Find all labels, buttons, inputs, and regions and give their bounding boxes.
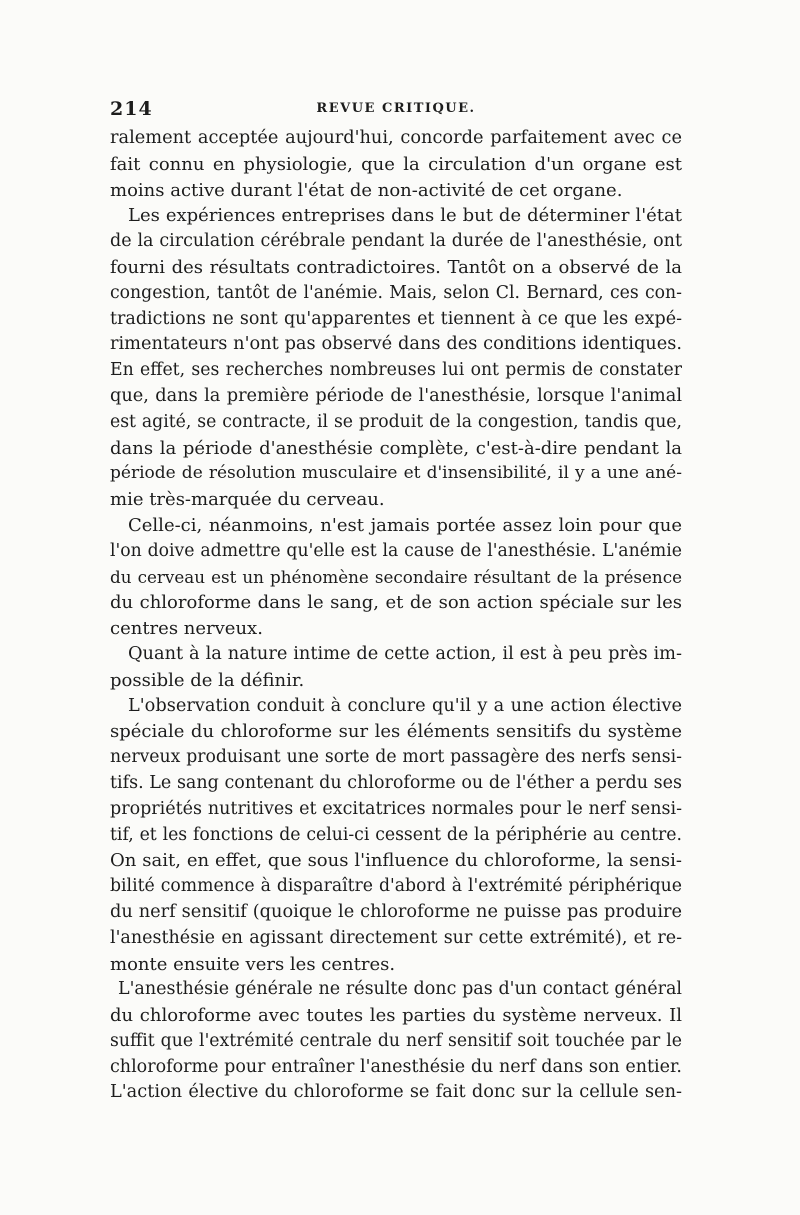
text-line: nerveux produisant une sorte de mort passagère des nerfs sensi-: [110, 747, 682, 768]
text-line: Les expériences entreprises dans le but de déterminer l'état: [128, 205, 682, 227]
text-line: tradictions ne sont qu'apparentes et tiennent à ce que les expé-: [110, 308, 682, 329]
text-line: du chloroforme dans le sang, et de son action spéciale sur les: [110, 592, 682, 614]
text-line: du nerf sensitif (quoique le chloroforme ne puisse pas produire: [110, 901, 682, 922]
text-line: rimentateurs n'ont pas observé dans des conditions identiques.: [110, 334, 682, 355]
text-line: l'anesthésie en agissant directement sur cette extrémité), et re-: [110, 927, 682, 948]
text-line: possible de la définir.: [110, 669, 305, 691]
text-line: tifs. Le sang contenant du chloroforme ou de l'éther a perdu ses: [110, 772, 682, 793]
text-line: bilité commence à disparaître d'abord à l'extrémité périphérique: [110, 876, 682, 897]
text-line: l'on doive admettre qu'elle est la cause de l'anesthésie. L'anémie: [110, 540, 682, 561]
text-line: ralement acceptée aujourd'hui, concorde parfaitement avec ce: [110, 128, 682, 148]
text-line: dans la période d'anesthésie complète, c'est-à-dire pendant la: [110, 437, 682, 459]
text-line: mie très-marquée du cerveau.: [110, 489, 385, 511]
text-line: centres nerveux.: [110, 618, 263, 640]
running-title: REVUE CRITIQUE.: [316, 101, 476, 116]
text-line: du chloroforme avec toutes les parties du système nerveux. Il: [110, 1005, 682, 1027]
text-line: propriétés nutritives et excitatrices normales pour le nerf sensi-: [110, 798, 682, 819]
text-line: L'observation conduit à conclure qu'il y a une action élective: [128, 695, 682, 716]
text-line: de la circulation cérébrale pendant la durée de l'anesthésie, ont: [110, 231, 682, 252]
text-line: L'anesthésie générale ne résulte donc pas d'un contact général: [118, 979, 682, 1000]
body-text: [110, 126, 682, 1106]
text-line: En effet, ses recherches nombreuses lui ont permis de constater: [110, 360, 682, 381]
text-line: période de résolution musculaire et d'insensibilité, il y a une ané-: [110, 463, 682, 484]
text-line: monte ensuite vers les centres.: [110, 953, 396, 975]
page-number: 214: [110, 98, 153, 120]
text-line: suffit que l'extrémité centrale du nerf sensitif soit touchée par le: [110, 1030, 682, 1051]
text-line: spéciale du chloroforme sur les éléments sensitifs du système: [110, 721, 682, 743]
text-line: du cerveau est un phénomène secondaire résultant de la présence: [110, 566, 682, 587]
page-header: [110, 98, 682, 124]
text-line: tif, et les fonctions de celui-ci cessent de la périphérie au centre.: [110, 824, 682, 845]
text-line: chloroforme pour entraîner l'anesthésie du nerf dans son entier.: [110, 1056, 682, 1077]
text-line: On sait, en effet, que sous l'influence du chloroforme, la sensi-: [110, 850, 682, 872]
text-line: fourni des résultats contradictoires. Tantôt on a observé de la: [110, 256, 682, 278]
text-line: fait connu en physiologie, que la circulation d'un organe est: [110, 153, 682, 175]
text-line: Celle-ci, néanmoins, n'est jamais portée assez loin pour que: [128, 514, 682, 536]
text-line: congestion, tantôt de l'anémie. Mais, selon Cl. Bernard, ces con-: [110, 282, 682, 303]
text-line: que, dans la première période de l'anesthésie, lorsque l'animal: [110, 385, 682, 406]
text-line: moins active durant l'état de non-activité de cet organe.: [110, 179, 623, 201]
text-line: Quant à la nature intime de cette action, il est à peu près im-: [128, 643, 682, 664]
text-line: L'action élective du chloroforme se fait donc sur la cellule sen-: [110, 1082, 682, 1103]
text-line: est agité, se contracte, il se produit de la congestion, tandis que,: [110, 411, 682, 432]
